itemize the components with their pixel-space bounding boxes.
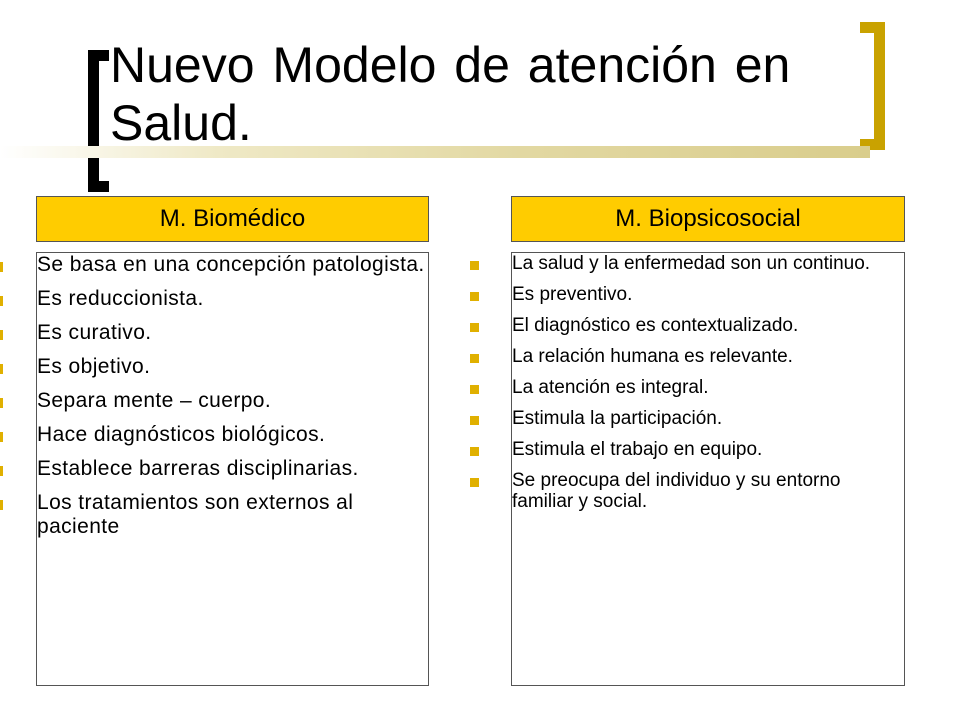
list-item: La salud y la enfermedad son un continuo. [512,253,904,274]
title-bracket-right [860,22,885,150]
list-item: Es curativo. [37,321,428,345]
slide-title: Nuevo Modelo de atención en Salud. [110,37,791,151]
biomedico-list [37,253,428,539]
biomedico-header: M. Biomédico [36,196,429,242]
list-item: Estimula la participación. [512,408,904,429]
list-item: Establece barreras disciplinarias. [37,457,428,481]
list-item: Hace diagnósticos biológicos. [37,423,428,447]
biopsicosocial-header: M. Biopsicosocial [511,196,905,242]
list-item: El diagnóstico es contextualizado. [512,315,904,336]
biomedico-box [36,252,429,686]
list-item: Se preocupa del individuo y su entorno familiar y social. [512,470,904,512]
list-item: Estimula el trabajo en equipo. [512,439,904,460]
list-item: Separa mente – cuerpo. [37,389,428,413]
list-item: Es reduccionista. [37,287,428,311]
biopsicosocial-list [512,253,904,512]
list-item: Es preventivo. [512,284,904,305]
biopsicosocial-box [511,252,905,686]
list-item: Es objetivo. [37,355,428,379]
list-item: La relación humana es relevante. [512,346,904,367]
title-bracket-left [88,50,109,192]
list-item: Se basa en una concepción patologista. [37,253,428,277]
list-item: Los tratamientos son externos al paciente [37,491,428,539]
list-item: La atención es integral. [512,377,904,398]
